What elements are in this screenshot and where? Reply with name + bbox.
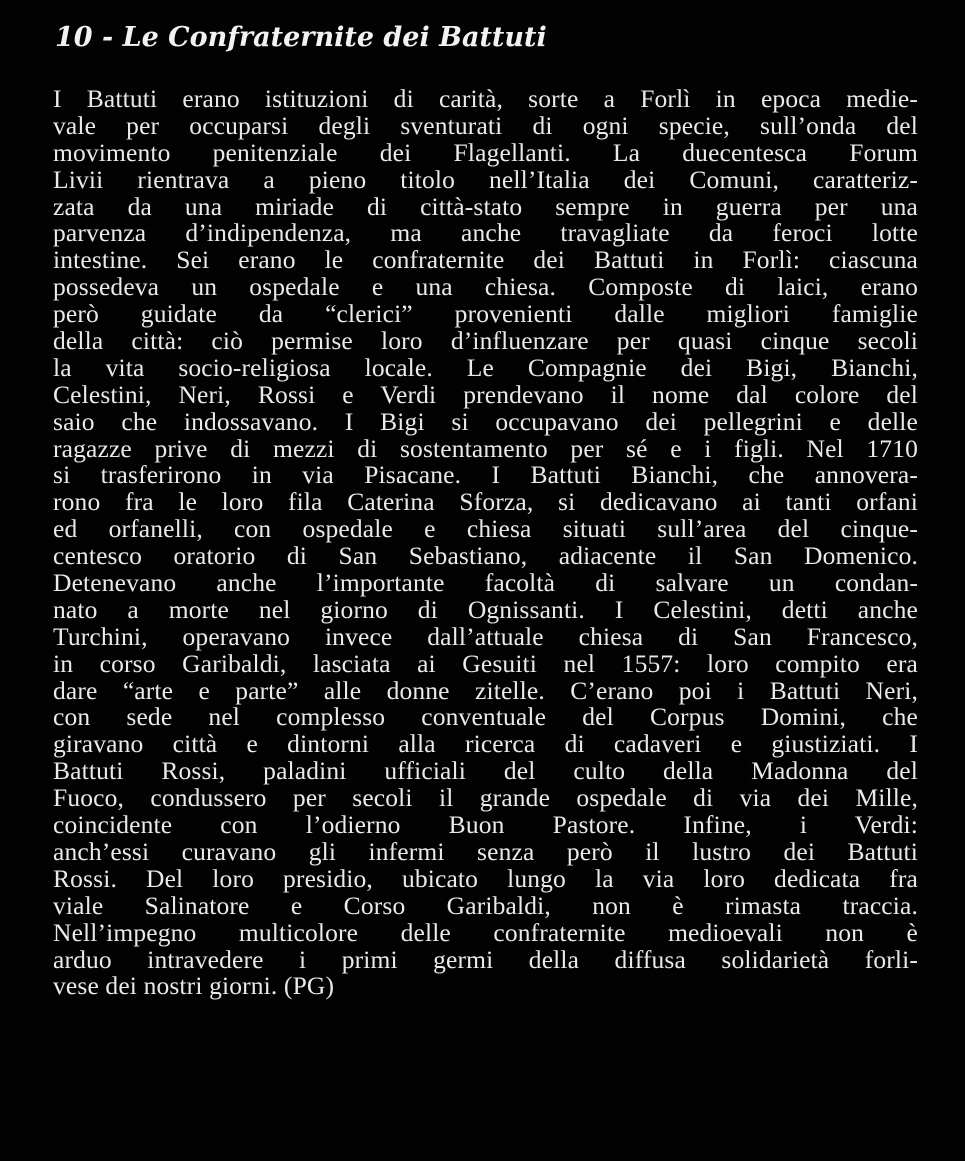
text-line: Celestini, Neri, Rossi e Verdi prendevano il nome dal colore del: [53, 379, 918, 409]
text-line: zata da una miriade di città-stato sempre in guerra per una: [53, 191, 918, 221]
text-line: saio che indossavano. I Bigi si occupavano dei pellegrini e delle: [53, 406, 918, 436]
text-line: possedeva un ospedale e una chiesa. Composte di laici, erano: [53, 272, 918, 302]
text-line: Battuti Rossi, paladini ufficiali del culto della Madonna del: [53, 756, 918, 786]
text-line: della città: ciò permise loro d’influenzare per quasi cinque secoli: [53, 326, 918, 356]
article-title: 10 - Le Confraternite dei Battuti: [55, 22, 547, 53]
text-line: arduo intravedere i primi germi della diffusa solidarietà forli-: [53, 944, 918, 974]
article-body: [53, 86, 918, 1000]
text-line: ed orfanelli, con ospedale e chiesa situati sull’area del cinque-: [53, 514, 918, 544]
text-line: coincidente con l’odierno Buon Pastore. Infine, i Verdi:: [53, 810, 918, 840]
text-line: centesco oratorio di San Sebastiano, adiacente il San Domenico.: [53, 541, 918, 571]
text-line: viale Salinatore e Corso Garibaldi, non è rimasta traccia.: [53, 890, 918, 920]
text-line: Fuoco, condussero per secoli il grande ospedale di via dei Mille,: [53, 783, 918, 813]
text-line: anch’essi curavano gli infermi senza però il lustro dei Battuti: [53, 836, 918, 866]
text-line: Nell’impegno multicolore delle confraternite medioevali non è: [53, 917, 918, 947]
text-line: Livii rientrava a pieno titolo nell’Italia dei Comuni, caratteriz-: [53, 164, 918, 194]
text-line: vese dei nostri giorni. (PG): [53, 971, 335, 1001]
text-line: Rossi. Del loro presidio, ubicato lungo la via loro dedicata fra: [53, 863, 918, 893]
text-line: intestine. Sei erano le confraternite dei Battuti in Forlì: ciascuna: [53, 245, 918, 275]
text-line: rono fra le loro fila Caterina Sforza, si dedicavano ai tanti orfani: [53, 487, 918, 517]
text-line: movimento penitenziale dei Flagellanti. La duecentesca Forum: [53, 137, 918, 167]
text-line: vale per occuparsi degli sventurati di ogni specie, sull’onda del: [53, 110, 918, 140]
text-line: giravano città e dintorni alla ricerca di cadaveri e giustiziati. I: [53, 729, 918, 759]
text-line: in corso Garibaldi, lasciata ai Gesuiti nel 1557: loro compito era: [53, 648, 918, 678]
text-line: I Battuti erano istituzioni di carità, sorte a Forlì in epoca medie-: [53, 84, 918, 113]
text-line: Detenevano anche l’importante facoltà di salvare un condan-: [53, 568, 918, 598]
text-line: nato a morte nel giorno di Ognissanti. I Celestini, detti anche: [53, 594, 918, 624]
text-line: ragazze prive di mezzi di sostentamento per sé e i figli. Nel 1710: [53, 433, 918, 463]
text-line: parvenza d’indipendenza, ma anche travagliate da feroci lotte: [53, 218, 918, 248]
text-line: si trasferirono in via Pisacane. I Battuti Bianchi, che annovera-: [53, 460, 918, 490]
text-line: però guidate da “clerici” provenienti dalle migliori famiglie: [53, 299, 918, 329]
text-line: dare “arte e parte” alle donne zitelle. C’erano poi i Battuti Neri,: [53, 675, 918, 705]
text-line: con sede nel complesso conventuale del Corpus Domini, che: [53, 702, 918, 732]
text-line: Turchini, operavano invece dall’attuale chiesa di San Francesco,: [53, 621, 918, 651]
text-line: la vita socio-religiosa locale. Le Compagnie dei Bigi, Bianchi,: [53, 352, 918, 382]
